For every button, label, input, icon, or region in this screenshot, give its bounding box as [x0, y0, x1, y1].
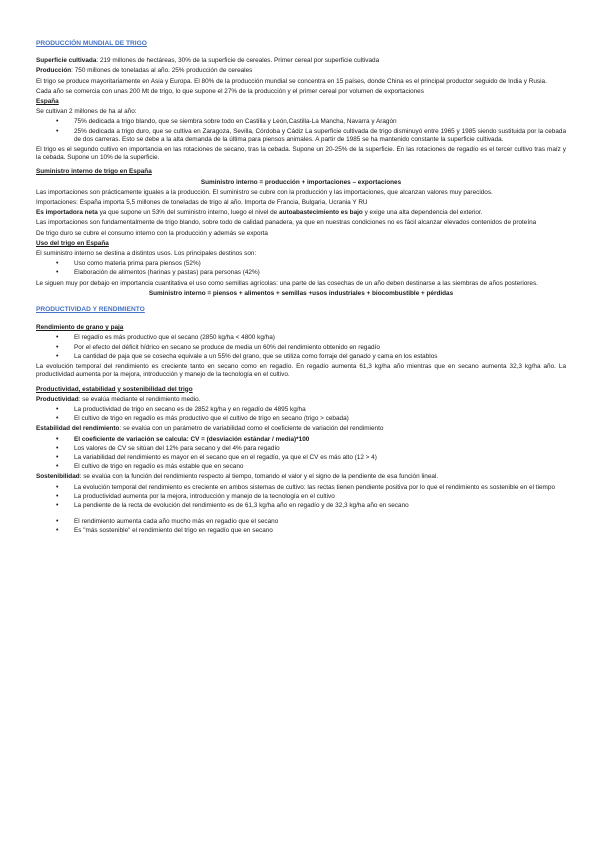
subheading-espana: España	[36, 98, 59, 106]
list-item: • El coeficiente de variación se calcula: CV = (desviación estándar / media)*100	[74, 436, 566, 444]
list-item: • La productividad aumenta por la mejora, introducción y manejo de la tecnología en el cultivo	[74, 493, 566, 501]
list-item: • El regadío es más productivo que el secano (2850 kg/ha < 4800 kg/ha)	[74, 334, 566, 342]
paragraph-evolucion-temporal: La evolución temporal del rendimiento es creciente tanto en secano como en regadío. En regadío aumenta 61,3 kg/ha año mientras que en secano aumenta 32,3 kg/ha año. La productividad aumenta por la mejora, introducción y manejo de la tecnología en el cultivo.	[36, 363, 566, 379]
list-item: • 25% dedicada a trigo duro, que se cultiva en Zaragoza, Sevilla, Córdoba y Cádiz La superficie cultivada de trigo disminuyó entre 1965 y 1985 siendo sustituida por la cebada de dos carreras. Esto se debe a la alta demanda de la última para piensos animales. A partir de 1985 se ha mantenido constante la superficie cultivada.	[74, 128, 566, 144]
list-item: • La cantidad de paja que se cosecha equivale a un 55% del grano, que se utiliza como forraje del ganado y cama en los establos	[74, 353, 566, 361]
paragraph-asia-europa: El trigo se produce mayoritariamente en Asia y Europa. El 80% de la producción mundial se concentra en 15 países, donde China es el principal productor seguido de India y Rusia.	[36, 77, 547, 85]
section-title-estabilidad: Productividad, estabilidad y sostenibilidad del trigo	[36, 385, 193, 393]
section-title-produccion-mundial: PRODUCCIÓN MUNDIAL DE TRIGO	[36, 40, 147, 47]
text-sostenibilidad: : se evalúa con la función del rendimiento respecto al tiempo, tomando el valor y el signo de la pendiente de esa función lineal.	[79, 473, 439, 481]
text-produccion: : 750 millones de toneladas al año. 25% producción de cereales	[71, 67, 253, 75]
list-tipos-trigo	[36, 118, 566, 144]
paragraph-productividad	[36, 396, 566, 404]
label-productividad: Productividad	[36, 395, 79, 403]
label-superficie: Superficie cultivada	[36, 57, 97, 65]
text-estabilidad: : se evalúa con un parámetro de variabilidad como el coeficiente de variación del rendimiento	[119, 425, 384, 433]
paragraph-sostenibilidad	[36, 473, 566, 481]
document-page	[36, 40, 566, 538]
paragraph-destinos: El suministro interno se destina a distintos usos. Los principales destinos son:	[36, 250, 257, 258]
list-item: • La evolución temporal del rendimiento es creciente en ambos sistemas de cultivo: las rectas tienen pendiente positiva por lo que el rendimiento es sostenible en el tiempo	[74, 484, 566, 492]
text-dependencia: y exige una alta dependencia del exterior.	[362, 209, 483, 217]
label-sostenibilidad: Sostenibilidad	[36, 473, 80, 481]
list-item: • El cultivo de trigo en regadío es más productivo que el cultivo de trigo en secano (trigo > cebada)	[74, 415, 566, 423]
equation-usos: Suministro interno = piensos + alimentos + semillas +usos industriales + biocombustible + pérdidas	[148, 289, 454, 297]
section-title-productividad: PRODUCTIVIDAD Y RENDIMIENTO	[36, 306, 145, 314]
list-rendimiento	[36, 334, 566, 361]
list-conclusiones	[36, 518, 566, 535]
text-suministro-53: ya que supone un 53% del suministro interno, luego el nivel de	[97, 209, 279, 217]
list-estabilidad	[36, 436, 566, 472]
text-importadora-neta: Es importadora neta	[36, 209, 98, 217]
list-item: • La pendiente de la recta de evolución del rendimiento es de 61,3 kg/ha año en regadío y de 32,3 kg/ha año en secano	[74, 502, 566, 510]
paragraph-importadora-neta	[36, 209, 566, 217]
list-item: • Uso como materia prima para piensos (52%)	[74, 260, 566, 268]
list-item: • Elaboración de alimentos (harinas y pastas) para personas (42%)	[74, 269, 566, 277]
paragraph-superficie	[36, 57, 566, 65]
label-produccion: Producción	[36, 67, 72, 75]
list-item: • La productividad de trigo en secano es de 2852 kg/ha y en regadío de 4895 kg/ha	[74, 406, 566, 414]
list-item: • El rendimiento aumenta cada año mucho más en regadío que el secano	[74, 518, 566, 526]
list-item: • El cultivo de trigo en regadío es más estable que en secano	[74, 463, 566, 471]
text-superficie: : 219 millones de hectáreas, 30% de la superficie de cereales. Primer cereal por superficie cultivada	[96, 57, 380, 65]
section-title-suministro: Suministro interno de trigo en España	[36, 168, 152, 176]
list-item: • Los valores de CV se sitúan del 12% para secano y del 4% para regadío	[74, 445, 566, 453]
paragraph-semillas: Le siguen muy por debajo en importancia cuantitativa el uso como semillas agrícolas: una parte de las cosechas de un año deben destinarse a las siembras de años posteriores.	[36, 279, 538, 287]
paragraph-importaciones-espana: Importaciones: España importa 5,5 millones de toneladas de trigo al año. Importa de Francia, Bulgaria, Ucrania Y RU	[36, 199, 368, 207]
list-productividad	[36, 406, 566, 423]
list-item: • La variabilidad del rendimiento es mayor en el secano que en el regadío, ya que el CV es más alto (12 > 4)	[74, 454, 566, 462]
paragraph-importaciones-iguales: Las importaciones son prácticamente iguales a la producción. El suministro se cubre con la producción y las importaciones, que alcanzan valores muy parecidos.	[36, 188, 493, 196]
list-item: • 75% dedicada a trigo blando, que se siembra sobre todo en Castilla y León,Castilla-La Mancha, Navarra y Aragón	[74, 118, 566, 126]
label-estabilidad: Estabilidad del rendimiento	[36, 425, 120, 433]
paragraph-trigo-blando: Las importaciones son fundamentalmente de trigo blando, sobre todo de calidad panadera, ya que en nuestras condiciones no es fácil alcanzar elevados contenidos de proteína	[36, 219, 537, 227]
paragraph-trigo-duro: De trigo duro se cubre el consumo interno con la producción y además se exporta	[36, 229, 268, 237]
list-destinos	[36, 260, 566, 277]
paragraph-comercio: Cada año se comercia con unas 200 Mt de trigo, lo que supone el 27% de la producción y el primer cereal por volumen de exportaciones	[36, 87, 424, 95]
equation-suministro: Suministro interno = producción + importaciones – exportaciones	[200, 178, 402, 186]
text-productividad: : se evalúa mediante el rendimiento medio.	[78, 395, 201, 403]
paragraph-hectareas: Se cultivan 2 millones de ha al año:	[36, 108, 137, 116]
list-sostenibilidad	[36, 484, 566, 511]
paragraph-rotaciones: El trigo es el segundo cultivo en importancia en las rotaciones de secano, tras la cebada. Supone un 20-25% de la superficie. En las rotaciones de regadío es el tercer cultivo tras maíz y la cebada. Supone un 10% de la superficie.	[36, 146, 566, 162]
list-item: • Por el efecto del déficit hídrico en secano se produce de media un 60% del rendimiento obtenido en regadío	[74, 344, 566, 352]
list-item: • Es "más sostenible" el rendimiento del trigo en regadío que en secano	[74, 527, 566, 535]
paragraph-produccion	[36, 67, 566, 75]
text-autoabastecimiento: autoabastecimiento es bajo	[278, 209, 363, 217]
paragraph-estabilidad	[36, 425, 566, 433]
section-title-uso: Uso del trigo en España	[36, 239, 109, 247]
section-title-rendimiento: Rendimiento de grano y paja	[36, 324, 124, 332]
